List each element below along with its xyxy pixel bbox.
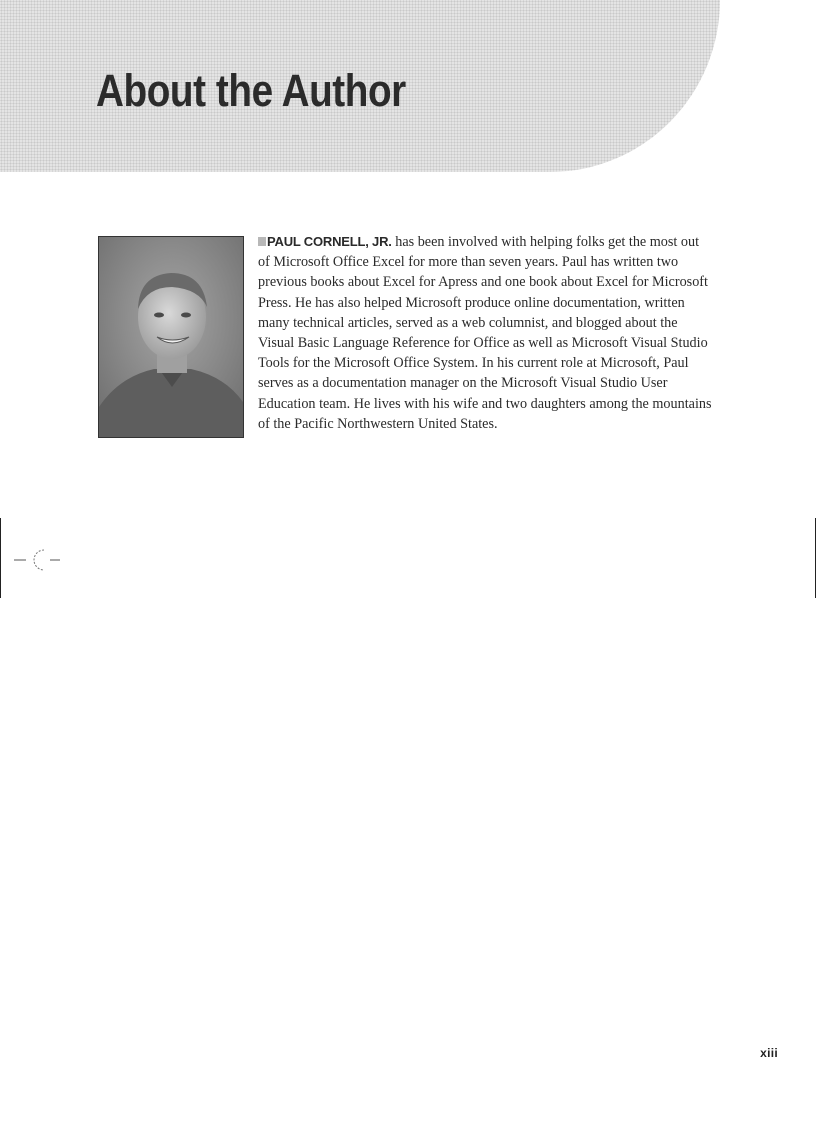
left-edge-line xyxy=(0,518,1,598)
page-title: About the Author xyxy=(96,65,406,116)
author-photo xyxy=(98,236,244,438)
page-number: xiii xyxy=(760,1046,778,1060)
author-bio xyxy=(258,232,714,434)
author-bio-text: has been involved with helping folks get the most out of Microsoft Office Excel for more than seven years. Paul has written two previous books about Excel for Apress and one book about Excel for Microsoft Press. He has also helped Microsoft produce online documentation, written many technical articles, served as a web columnist, and blogged about the Visual Basic Language Reference for Office as well as Microsoft Visual Studio Tools for the Microsoft Office System. In his current role at Microsoft, Paul serves as a documentation manager on the Microsoft Visual Studio User Education team. He lives with his wife and two daughters among the mountains of the Pacific Northwestern United States. xyxy=(258,234,712,432)
registration-mark-icon xyxy=(14,548,64,572)
bio-marker-icon xyxy=(258,237,266,246)
author-name: PAUL CORNELL, JR. xyxy=(267,234,392,249)
